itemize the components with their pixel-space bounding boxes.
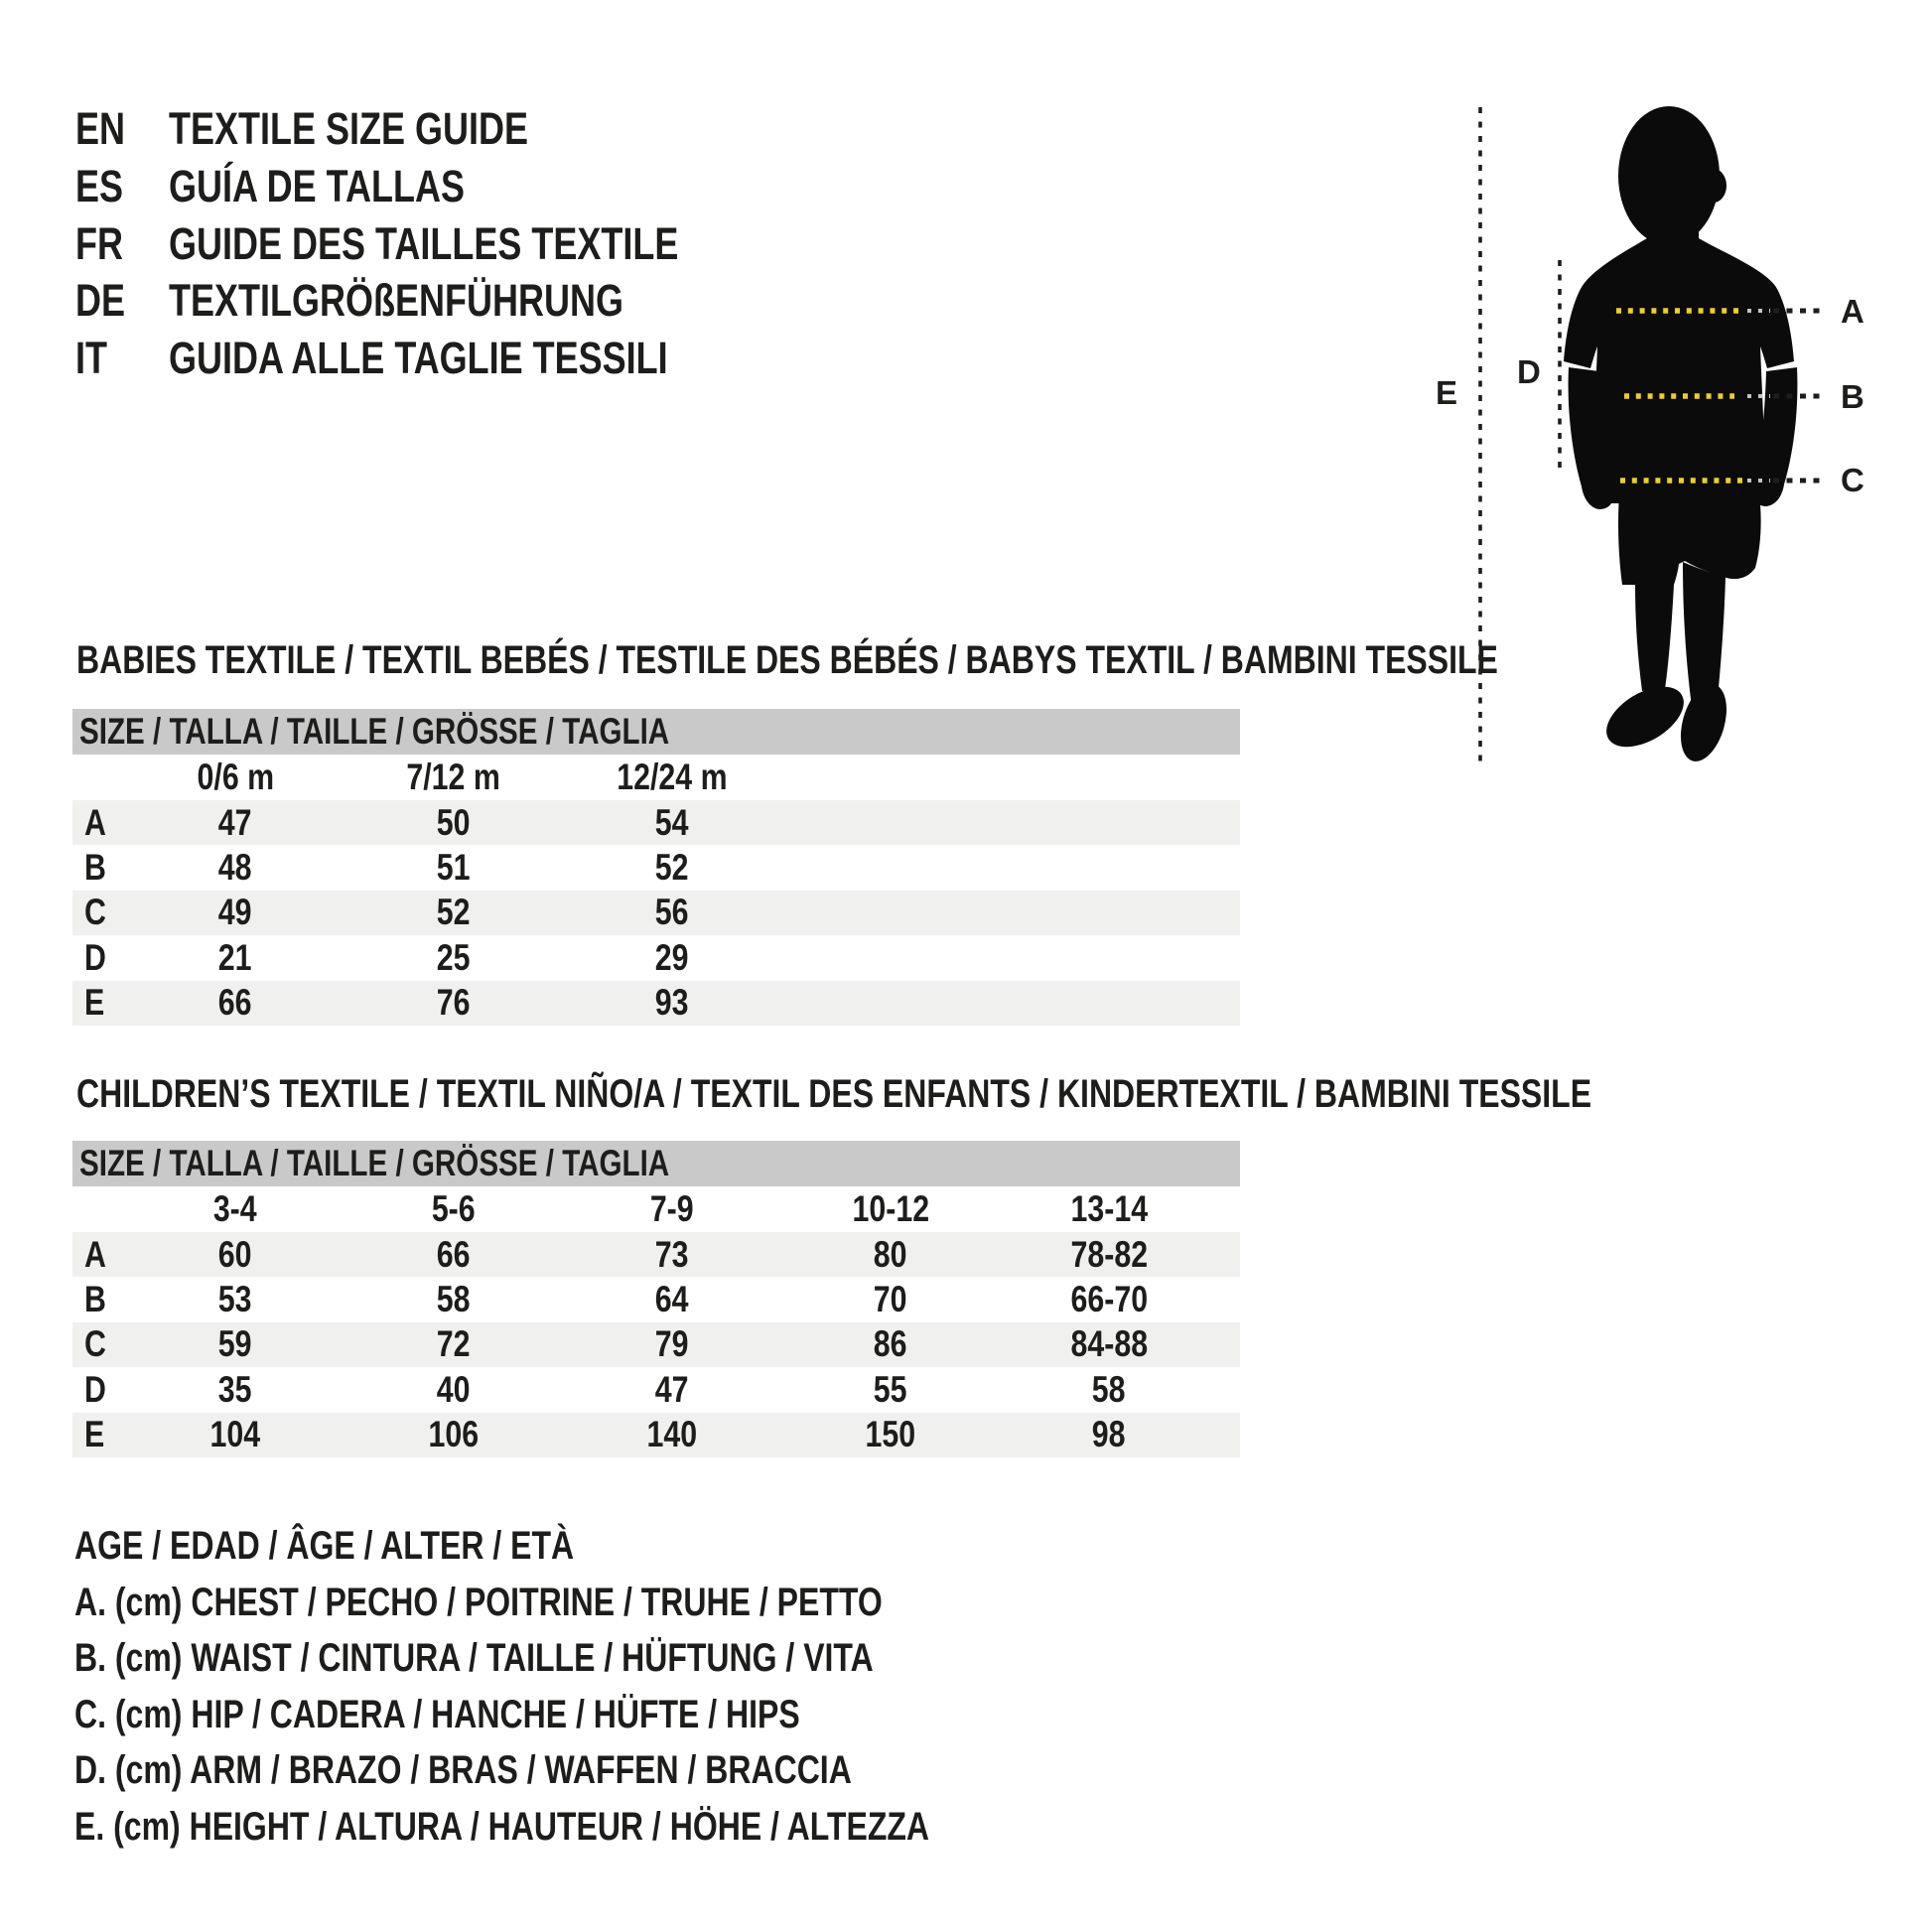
column-header-13-14: 13-14 [1070, 1188, 1148, 1229]
row-label-C: C [84, 892, 106, 933]
legend-line-hip: C. (cm) HIP / CADERA / HANCHE / HÜFTE / HIPS [74, 1693, 800, 1736]
cell-E-3-4: 104 [209, 1414, 261, 1455]
children-size-header-text: SIZE / TALLA / TAILLE / GRÖSSE / TAGLIA [79, 1143, 670, 1183]
cell-A-5-6: 66 [437, 1233, 471, 1275]
row-label-C: C [84, 1323, 106, 1365]
legend-line-waist: B. (cm) WAIST / CINTURA / TAILLE / HÜFTUNG / VITA [74, 1636, 874, 1680]
children-size-table [72, 1186, 1240, 1457]
cell-B-3-4: 53 [218, 1279, 252, 1320]
cell-C-12/24 m: 56 [655, 892, 689, 933]
legend-line-age: AGE / EDAD / ÂGE / ALTER / ETÀ [74, 1524, 575, 1568]
cell-E-10-12: 150 [865, 1414, 916, 1455]
cell-C-3-4: 59 [218, 1323, 252, 1365]
cell-D-3-4: 35 [218, 1368, 252, 1410]
cell-A-3-4: 60 [218, 1233, 252, 1275]
lang-code: EN [75, 103, 126, 154]
cell-C-7/12 m: 52 [437, 892, 471, 933]
children-size-header-bar [72, 1141, 1240, 1186]
table-row-D [72, 935, 1240, 980]
cell-B-0/6 m: 48 [218, 847, 252, 889]
marker-label-a: A [1841, 293, 1864, 330]
cell-C-10-12: 86 [874, 1323, 907, 1365]
table-row-B [72, 845, 1240, 890]
cell-B-12/24 m: 52 [655, 847, 689, 889]
cell-D-7/12 m: 25 [437, 936, 471, 978]
cell-D-10-12: 55 [874, 1368, 907, 1410]
cell-C-0/6 m: 49 [218, 892, 252, 933]
column-header-0/6 m: 0/6 m [197, 757, 274, 797]
row-label-E: E [84, 1414, 105, 1455]
babies-section-title: BABIES TEXTILE / TEXTIL BEBÉS / TESTILE DES BÉBÉS / BABYS TEXTIL / BAMBINI TESSILE [76, 638, 1498, 682]
column-header-5-6: 5-6 [432, 1188, 476, 1229]
legend-line-height: E. (cm) HEIGHT / ALTURA / HAUTEUR / HÖHE / ALTEZZA [74, 1805, 930, 1849]
table-row-B [72, 1277, 1240, 1321]
row-label-B: B [84, 847, 106, 889]
cell-A-12/24 m: 54 [655, 801, 689, 843]
column-header-7-9: 7-9 [650, 1188, 694, 1229]
cell-A-7-9: 73 [655, 1233, 689, 1275]
table-row-C [72, 891, 1240, 935]
cell-E-13-14: 98 [1092, 1414, 1126, 1455]
row-label-B: B [84, 1279, 106, 1320]
column-header-10-12: 10-12 [852, 1188, 929, 1229]
marker-label-c: C [1841, 462, 1864, 498]
cell-D-7-9: 47 [655, 1368, 689, 1410]
cell-B-5-6: 58 [437, 1279, 471, 1320]
cell-C-7-9: 79 [655, 1323, 689, 1365]
cell-D-5-6: 40 [437, 1368, 471, 1410]
cell-C-13-14: 84-88 [1070, 1323, 1148, 1365]
cell-D-12/24 m: 29 [655, 936, 689, 978]
cell-B-7-9: 64 [655, 1279, 689, 1320]
table-row-A [72, 800, 1240, 845]
cell-B-7/12 m: 51 [437, 847, 471, 889]
cell-E-7/12 m: 76 [437, 982, 471, 1024]
cell-B-10-12: 70 [874, 1279, 907, 1320]
row-label-A: A [84, 1233, 106, 1275]
lang-code: DE [75, 275, 126, 326]
table-row-E [72, 981, 1240, 1026]
legend-line-chest: A. (cm) CHEST / PECHO / POITRINE / TRUHE / PETTO [74, 1581, 883, 1624]
measurement-figure [1142, 60, 1932, 794]
children-section-title: CHILDREN’S TEXTILE / TEXTIL NIÑO/A / TEXTIL DES ENFANTS / KINDERTEXTIL / BAMBINI TESSILE [76, 1072, 1592, 1116]
lang-title: GUIDE DES TAILLES TEXTILE [169, 218, 679, 269]
column-header-12/24 m: 12/24 m [617, 757, 728, 797]
table-row-E [72, 1413, 1240, 1457]
cell-E-12/24 m: 93 [655, 982, 689, 1024]
cell-E-5-6: 106 [428, 1414, 480, 1455]
row-label-A: A [84, 801, 106, 843]
table-row-A [72, 1232, 1240, 1277]
cell-A-10-12: 80 [874, 1233, 907, 1275]
marker-label-e: E [1436, 374, 1458, 411]
table-header-row [72, 755, 1240, 800]
cell-E-0/6 m: 66 [218, 982, 252, 1024]
row-label-E: E [84, 982, 105, 1024]
cell-B-13-14: 66-70 [1070, 1279, 1148, 1320]
cell-A-0/6 m: 47 [218, 801, 252, 843]
lang-code: IT [75, 333, 107, 383]
cell-C-5-6: 72 [437, 1323, 471, 1365]
lang-title: TEXTILGRÖßENFÜHRUNG [169, 275, 623, 326]
cell-A-7/12 m: 50 [437, 801, 471, 843]
marker-label-d: D [1517, 353, 1541, 390]
lang-title: GUÍA DE TALLAS [169, 161, 465, 211]
babies-size-table [72, 755, 1240, 1026]
column-header-3-4: 3-4 [213, 1188, 257, 1229]
table-row-D [72, 1367, 1240, 1412]
table-row-C [72, 1322, 1240, 1367]
lang-title: GUIDA ALLE TAGLIE TESSILI [169, 333, 668, 383]
silhouette-right-shoe [1673, 679, 1734, 766]
lang-title: TEXTILE SIZE GUIDE [169, 103, 529, 154]
table-header-row [72, 1186, 1240, 1232]
row-label-D: D [84, 936, 106, 978]
marker-label-b: B [1841, 378, 1864, 415]
silhouette-ear [1701, 169, 1726, 203]
babies-size-header-bar [72, 709, 1240, 755]
column-header-7/12 m: 7/12 m [406, 757, 501, 797]
cell-D-13-14: 58 [1092, 1368, 1126, 1410]
lang-code: ES [75, 161, 124, 211]
row-label-D: D [84, 1368, 106, 1410]
cell-E-7-9: 140 [646, 1414, 698, 1455]
legend-line-arm: D. (cm) ARM / BRAZO / BRAS / WAFFEN / BRACCIA [74, 1748, 852, 1792]
cell-A-13-14: 78-82 [1070, 1233, 1148, 1275]
cell-D-0/6 m: 21 [218, 936, 252, 978]
babies-size-header-text: SIZE / TALLA / TAILLE / GRÖSSE / TAGLIA [79, 711, 670, 752]
lang-code: FR [75, 218, 123, 269]
